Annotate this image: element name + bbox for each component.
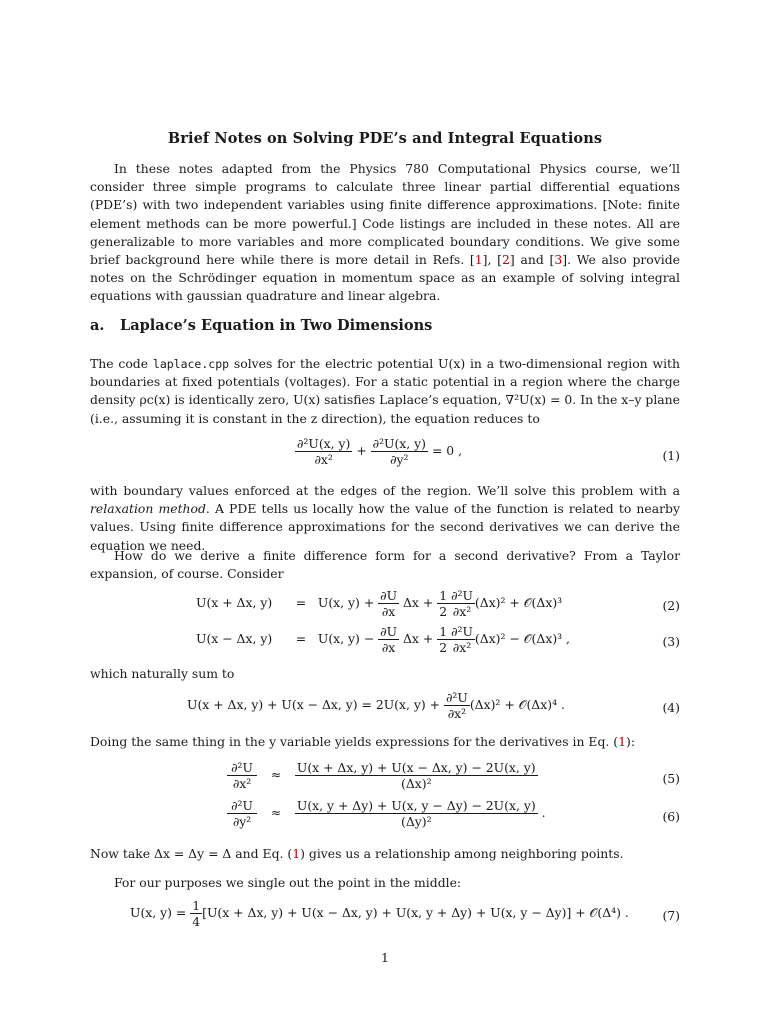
eq6-rhs-num: U(x, y + Δy) + U(x, y − Δy) − 2U(x, y) (296, 798, 536, 813)
eq1-rhs: = 0 , (431, 443, 463, 458)
eq7-rhs: [U(x + Δx, y) + U(x − Δx, y) + U(x, y + Δy) + U(x, y − Δy)] + 𝒪(Δ⁴) . (202, 905, 629, 920)
eq7-lhs: U(x, y) = (130, 905, 187, 920)
intro-sep-2: and (514, 252, 550, 268)
eq3-dd (449, 624, 475, 655)
p2-text-b: . A PDE tells us locally how the value of the function is related to nearby values. Using finite difference approximations for the second derivatives we can derive the equation we need. (90, 501, 680, 553)
section-title: Laplace’s Equation in Two Dimensions (120, 317, 433, 334)
eq2-number: (2) (662, 598, 680, 613)
eq2-dd-den: ∂x² (452, 604, 472, 619)
eq-ref-link[interactable]: 1 (618, 734, 626, 749)
y-variable-paragraph (90, 733, 680, 751)
eq1-term1-num: ∂²U(x, y) (297, 436, 351, 451)
equation-5 (90, 760, 680, 798)
eq3-d-den: ∂x (381, 640, 396, 655)
eq2-d-num: ∂U (380, 588, 398, 603)
eq4-lhs: U(x + Δx, y) + U(x − Δx, y) = 2U(x, y) + (187, 697, 441, 712)
middle-point-paragraph: For our purposes we single out the point in the middle: (114, 875, 462, 890)
p5-text-a: Doing the same thing in the y variable yields expressions for the derivatives in Eq. ( (90, 734, 619, 749)
eq3-dd-num: ∂²U (451, 624, 473, 639)
eq2-rel: = (295, 595, 307, 610)
intro-paragraph (90, 160, 680, 306)
ref-link-3[interactable]: [ 3 ] (550, 252, 568, 267)
eq5-lhs-den: ∂x² (232, 776, 252, 791)
eq5-rhs-num: U(x + Δx, y) + U(x − Δx, y) − 2U(x, y) (296, 760, 536, 775)
eq2-dd-num: ∂²U (451, 588, 473, 603)
intro-text-a: In these notes adapted from the Physics 780 Computational Physics course, we’ll consider three simple programs to calculate three linear partial differential equations (PDE’s) with two independent variables using finite difference approximations. [Note: finite element methods can be more powerful.] Code listings are included in these notes. All are generalizable to more variables and more complicated boundary conditions. We give some brief background here while there is more detail in Refs. (90, 161, 680, 268)
intro-sep-1: , (487, 252, 498, 268)
eq6-rhs-den: (Δy)² (400, 814, 432, 829)
eq6-lhs-num: ∂²U (227, 798, 257, 814)
laplace-paragraph (90, 355, 680, 428)
eq2-half-den: 2 (439, 604, 448, 619)
p6-text-b: ) gives us a relationship among neighboring points. (300, 846, 624, 861)
eq3-half-den: 2 (439, 640, 448, 655)
equation-3 (90, 624, 680, 660)
eq2-half-num: 1 (439, 588, 448, 603)
eq2-rhs-c: (Δx)² + 𝒪(Δx)³ (474, 595, 563, 610)
eq6-lhs (227, 798, 257, 829)
eq1-plus: + (356, 443, 367, 458)
eq3-d (378, 624, 399, 655)
eq6-number: (6) (662, 809, 680, 824)
relaxation-paragraph (90, 482, 680, 555)
eq6-lhs-den: ∂y² (232, 814, 252, 829)
ref-link-1[interactable]: [ 1 ] (470, 252, 488, 267)
eq1-term2 (371, 436, 428, 467)
section-number: a. (90, 317, 105, 334)
neighbor-paragraph (90, 845, 680, 863)
eq2-lhs: U(x + Δx, y) (196, 595, 273, 610)
eq3-rhs-c: (Δx)² − 𝒪(Δx)³ , (474, 631, 570, 646)
eq3-number: (3) (662, 634, 680, 649)
eq7-number: (7) (662, 908, 680, 923)
p2-text-a: with boundary values enforced at the edges of the region. We’ll solve this problem with a (90, 483, 680, 498)
sum-paragraph: which naturally sum to (90, 666, 235, 681)
p5-text-b: ): (625, 734, 635, 749)
eq1-term2-num: ∂²U(x, y) (372, 436, 427, 451)
eq5-rhs (295, 760, 538, 791)
eq3-dd-den: ∂x² (452, 640, 472, 655)
eq4-dd (444, 690, 470, 721)
eq7-q-den: 4 (192, 914, 201, 929)
page-title: Brief Notes on Solving PDE’s and Integral Equations (167, 130, 603, 147)
eq6-tail: . (541, 805, 546, 820)
eq4-number: (4) (662, 700, 680, 715)
eq7-quarter (190, 898, 202, 929)
p6-text-a: Now take Δx = Δy = Δ and Eq. ( (90, 846, 293, 861)
p1-text-b: solves for the electric potential U(x) in a two-dimensional region with boundaries at fixed potentials (voltages). For a static potential in a region where the charge density ρc(x) is identically zero, U(x) satisfies Laplace’s equation, ∇²U(x) = 0. In the x–y plane (i.e., assuming it is constant in the z direction), the equation reduces to (90, 356, 680, 426)
eq5-rhs-den: (Δx)² (400, 776, 432, 791)
eq3-lhs: U(x − Δx, y) (196, 631, 273, 646)
eq5-lhs-num: ∂²U (227, 760, 257, 776)
eq1-term1 (295, 436, 352, 467)
page-number: 1 (381, 950, 389, 965)
eq5-number: (5) (662, 771, 680, 786)
eq3-rhs-a: U(x, y) − (317, 631, 375, 646)
eq7-q-num: 1 (192, 898, 201, 913)
eq4-rhs: (Δx)² + 𝒪(Δx)⁴ . (469, 697, 565, 712)
equation-4 (90, 690, 680, 726)
eq1-number: (1) (662, 448, 680, 463)
equation-1 (90, 436, 680, 476)
equation-7 (90, 898, 680, 934)
eq1-term2-den: ∂y² (390, 452, 409, 467)
eq2-half (437, 588, 449, 619)
eq2-rhs-b: Δx + (402, 595, 434, 610)
code-filename: laplace.cpp (152, 357, 230, 371)
eq2-dd (449, 588, 475, 619)
eq2-rhs-a: U(x, y) + (317, 595, 375, 610)
eq5-rel: ≈ (270, 767, 282, 782)
eq2-d (378, 588, 399, 619)
ref-link-2[interactable]: [ 2 ] (497, 252, 515, 267)
equation-6 (90, 798, 680, 836)
eq4-dd-num: ∂²U (446, 690, 468, 705)
eq3-half-num: 1 (439, 624, 448, 639)
eq6-rhs (295, 798, 538, 829)
eq-ref-link-2[interactable]: 1 (292, 846, 301, 861)
intro-text-b: . We also provide notes on the Schrödinger equation in momentum space as an example of solving integral equations with gaussian quadrature and linear algebra. (90, 252, 680, 304)
p2-emphasis: relaxation method (90, 501, 206, 517)
eq1-term1-den: ∂x² (314, 452, 333, 467)
p1-text-a: The code (90, 356, 153, 371)
eq3-rel: = (295, 631, 307, 646)
eq6-rel: ≈ (270, 805, 282, 820)
eq3-rhs-b: Δx + (402, 631, 434, 646)
eq3-d-num: ∂U (380, 624, 398, 639)
equation-2 (90, 588, 680, 624)
section-heading (90, 317, 432, 334)
eq3-half (437, 624, 449, 655)
eq5-lhs (227, 760, 257, 791)
eq4-dd-den: ∂x² (447, 706, 467, 721)
taylor-paragraph: How do we derive a finite difference form for a second derivative? From a Taylor expansion, of course. Consider (90, 548, 680, 582)
eq2-d-den: ∂x (381, 604, 396, 619)
